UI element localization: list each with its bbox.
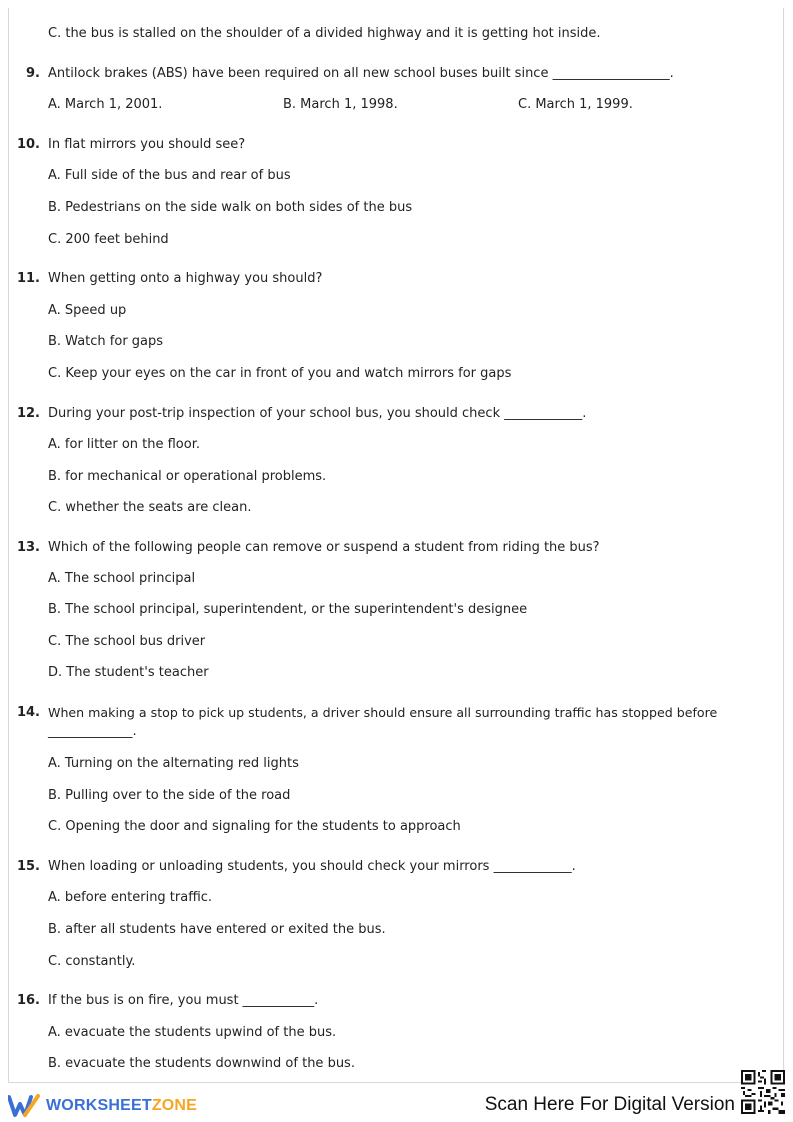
question-number: 14.	[16, 705, 40, 720]
question-text: If the bus is on fire, you must ___________.	[48, 993, 319, 1008]
option: D. The student's teacher	[48, 665, 209, 680]
option: A. Full side of the bus and rear of bus	[48, 168, 291, 183]
question-text: Antilock brakes (ABS) have been required on all new school buses built since __________________.	[48, 66, 674, 81]
question-text: In flat mirrors you should see?	[48, 137, 246, 152]
question-number: 11.	[16, 271, 40, 286]
option: C. The school bus driver	[48, 634, 206, 649]
question-number: 16.	[16, 993, 40, 1008]
option: C. Keep your eyes on the car in front of you and watch mirrors for gaps	[48, 366, 512, 381]
option: A. March 1, 2001.	[48, 97, 163, 112]
question-number: 15.	[16, 859, 40, 874]
option: A. The school principal	[48, 571, 196, 586]
question-text: Which of the following people can remove or suspend a student from riding the bus?	[48, 540, 600, 555]
option: C. constantly.	[48, 954, 136, 969]
worksheetzone-logo-icon	[8, 1094, 40, 1118]
question-number: 9.	[26, 66, 40, 81]
option: C. whether the seats are clean.	[48, 500, 252, 515]
logo-text-zone: ZONE	[151, 1097, 198, 1114]
option: B. for mechanical or operational problems.	[48, 469, 327, 484]
question-text: When making a stop to pick up students, a driver should ensure all surrounding traffic has stopped before	[48, 705, 718, 720]
option: B. after all students have entered or exited the bus.	[48, 922, 386, 937]
logo-text-worksheet: WORKSHEET	[46, 1097, 152, 1114]
scan-label: Scan Here For Digital Version	[484, 1094, 735, 1115]
option: A. for litter on the floor.	[48, 437, 201, 452]
option: A. evacuate the students upwind of the bus.	[48, 1025, 337, 1040]
question-text: When getting onto a highway you should?	[48, 271, 323, 286]
option-8c: C. the bus is stalled on the shoulder of a divided highway and it is getting hot inside.	[48, 26, 601, 41]
option: A. before entering traffic.	[48, 890, 213, 905]
option: C. 200 feet behind	[48, 232, 169, 247]
option: C. March 1, 1999.	[518, 97, 633, 112]
question-text: During your post-trip inspection of your school bus, you should check ____________.	[48, 406, 587, 421]
option: B. evacuate the students downwind of the bus.	[48, 1056, 355, 1071]
logo-text	[46, 1097, 197, 1115]
qr-code-icon[interactable]	[741, 1070, 785, 1114]
option: C. Opening the door and signaling for the students to approach	[48, 819, 461, 834]
option: B. Watch for gaps	[48, 334, 164, 349]
option: B. The school principal, superintendent, or the superintendent's designee	[48, 602, 528, 617]
option: A. Turning on the alternating red lights	[48, 756, 299, 771]
worksheetzone-logo[interactable]	[8, 1094, 197, 1118]
question-text: When loading or unloading students, you should check your mirrors ____________.	[48, 859, 576, 874]
option: A. Speed up	[48, 303, 127, 318]
option: B. Pulling over to the side of the road	[48, 788, 291, 803]
question-text-continued: _____________.	[48, 724, 137, 739]
option: B. March 1, 1998.	[283, 97, 398, 112]
question-number: 12.	[16, 406, 40, 421]
footer	[0, 1084, 793, 1122]
option: B. Pedestrians on the side walk on both sides of the bus	[48, 200, 413, 215]
question-number: 13.	[16, 540, 40, 555]
question-number: 10.	[16, 137, 40, 152]
